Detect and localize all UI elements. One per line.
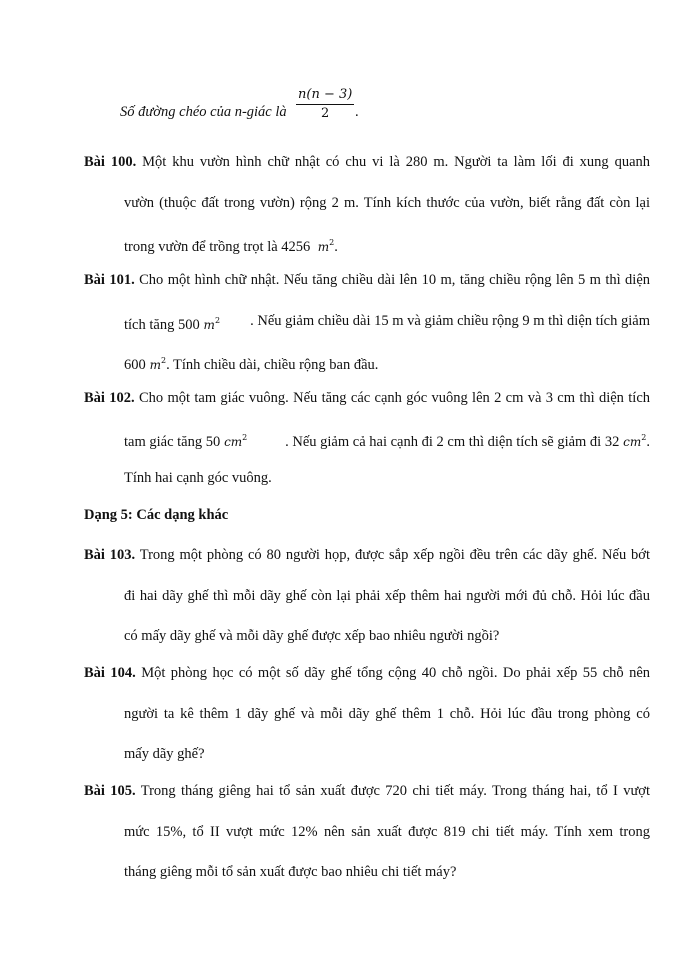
fraction-numerator: n(n − 3) xyxy=(296,86,354,105)
problem-line xyxy=(124,429,650,451)
problem-text-part: . Nếu giảm cả hai cạnh đi 2 cm thì diện tích sẽ giảm đi 32 $cm^2$. xyxy=(285,433,650,450)
problem-line xyxy=(124,312,650,334)
unit-m2: $m^2$ xyxy=(317,238,335,254)
problem-line: tháng giêng mỗi tổ sản xuất được bao nhiêu chi tiết máy? xyxy=(124,864,457,880)
problem-line xyxy=(124,234,338,256)
diagonal-formula-fraction xyxy=(296,86,354,123)
problem-text-part: tam giác tăng 50 $cm^2$ xyxy=(124,433,248,450)
problem-line xyxy=(84,782,650,800)
section-heading: Dạng 5: Các dạng khác xyxy=(84,507,229,523)
problem-line: Tính hai cạnh góc vuông. xyxy=(124,470,272,486)
problem-text: Một khu vườn hình chữ nhật có chu vi là 280 m. Người ta làm lối đi xung quanh xyxy=(142,154,651,170)
problem-line: đi hai dãy ghế thì mỗi dãy ghế còn lại phải xếp thêm hai người mới đủ chỗ. Hỏi lúc đầu xyxy=(124,588,650,604)
problem-text: Một phòng học có một số dãy ghế tổng cộng 40 chỗ ngồi. Do phải xếp 55 chỗ nên xyxy=(141,665,650,681)
problem-label: Bài 105. xyxy=(84,783,136,799)
period: . xyxy=(334,239,338,255)
problem-label: Bài 103. xyxy=(84,547,136,563)
problem-text: trong vườn để trồng trọt là 4256 xyxy=(124,239,311,255)
problem-text: Trong tháng giêng hai tổ sản xuất được 720 chi tiết máy. Trong tháng hai, tổ I vượt xyxy=(140,783,651,799)
problem-line: mức 15%, tổ II vượt mức 12% nên sản xuất được 819 chi tiết máy. Tính xem trong xyxy=(124,824,650,840)
problem-line xyxy=(84,389,650,407)
problem-text-part: . Nếu giảm chiều dài 15 m và giảm chiều rộng 9 m thì diện tích giảm xyxy=(250,313,650,329)
problem-line xyxy=(84,153,650,171)
problem-line: 600 $m^2$. Tính chiều dài, chiều rộng ban đầu. xyxy=(124,356,379,373)
problem-line: có mấy dãy ghế và mỗi dãy ghế được xếp bao nhiêu người ngồi? xyxy=(124,628,500,644)
problem-line xyxy=(84,546,650,564)
problem-line: người ta kê thêm 1 dãy ghế và mỗi dãy ghế thêm 1 chỗ. Hỏi lúc đầu trong phòng có xyxy=(124,706,650,722)
problem-label: Bài 102. xyxy=(84,390,135,406)
problem-text: Trong một phòng có 80 người họp, được sắp xếp ngồi đều trên các dãy ghế. Nếu bớt xyxy=(139,547,650,563)
problem-text: Cho một hình chữ nhật. Nếu tăng chiều dài lên 10 m, tăng chiều rộng lên 5 m thì diện xyxy=(139,272,651,288)
problem-text: Cho một tam giác vuông. Nếu tăng các cạnh góc vuông lên 2 cm và 3 cm thì diện tích xyxy=(138,390,651,406)
problem-label: Bài 101. xyxy=(84,272,135,288)
fraction-denominator: 2 xyxy=(321,106,330,121)
intro-text: Số đường chéo của n-giác là xyxy=(120,104,287,120)
problem-line: mấy dãy ghế? xyxy=(124,746,205,762)
problem-line xyxy=(84,271,650,289)
problem-line xyxy=(84,664,650,682)
problem-text-part: tích tăng 500 $m^2$ xyxy=(124,316,221,333)
problem-label: Bài 100. xyxy=(84,154,137,170)
formula-period: . xyxy=(355,104,359,120)
problem-label: Bài 104. xyxy=(84,665,136,681)
diagonal-formula-text xyxy=(120,103,287,121)
problem-line: vườn (thuộc đất trong vườn) rộng 2 m. Tính kích thước của vườn, biết rằng đất còn lại xyxy=(124,195,650,211)
